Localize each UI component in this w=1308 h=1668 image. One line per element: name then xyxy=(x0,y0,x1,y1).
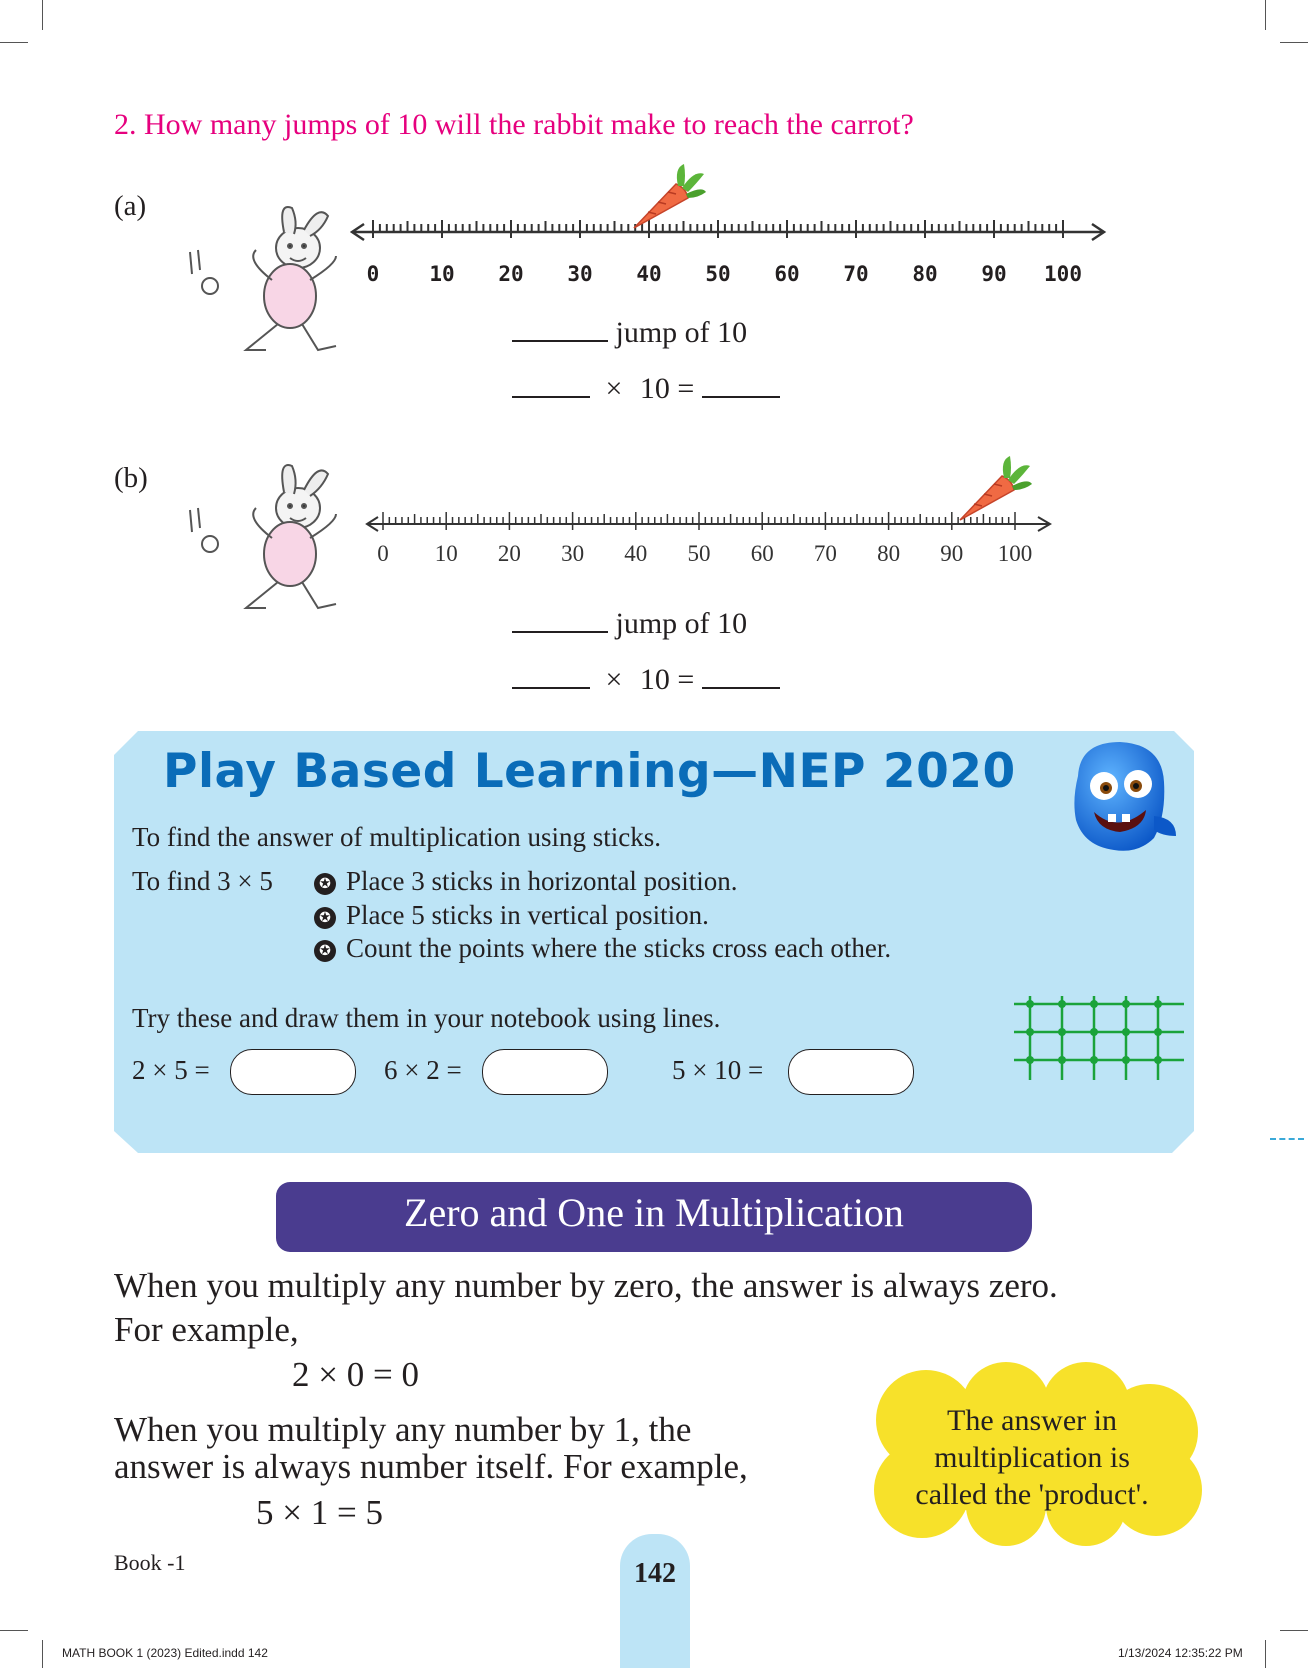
answer-box[interactable] xyxy=(788,1049,914,1095)
equation-line-b xyxy=(512,663,780,697)
jump-line-b xyxy=(512,607,747,641)
rabbit-illustration-a xyxy=(186,200,366,360)
blue-monster-mascot xyxy=(1058,736,1186,856)
tick-label: 30 xyxy=(561,541,585,566)
tick-label: 50 xyxy=(687,541,711,566)
pbl-find-label: To find 3 × 5 xyxy=(132,866,273,896)
answer-box[interactable] xyxy=(230,1049,356,1095)
crop-mark xyxy=(0,1630,28,1631)
sticks-grid-diagram xyxy=(1010,996,1186,1082)
tick-label: 100 xyxy=(1044,262,1082,286)
dashed-guide xyxy=(1270,1138,1304,1140)
crop-mark xyxy=(1265,0,1266,30)
crop-mark xyxy=(1280,1630,1308,1631)
tick-label: 90 xyxy=(981,262,1007,286)
cloud-line: called the 'product'. xyxy=(915,1478,1149,1511)
jump-text: jump of 10 xyxy=(615,316,748,349)
tick-label: 30 xyxy=(567,262,593,286)
tick-label: 100 xyxy=(997,541,1033,566)
tick-label: 90 xyxy=(940,541,964,566)
body-line: When you multiply any number by 1, the xyxy=(114,1410,692,1449)
tick-label: 10 xyxy=(434,541,458,566)
exercise-label: 6 × 2 = xyxy=(384,1055,462,1085)
tick-label: 40 xyxy=(636,262,662,286)
tick-label: 70 xyxy=(813,541,837,566)
pbl-try-text: Try these and draw them in your notebook using lines. xyxy=(132,1003,721,1033)
example-equation: 2 × 0 = 0 xyxy=(292,1355,419,1394)
pbl-title: Play Based Learning—NEP 2020 xyxy=(163,744,1016,799)
times-sign: × xyxy=(605,663,623,696)
question-title: 2. How many jumps of 10 will the rabbit make to reach the carrot? xyxy=(114,108,914,141)
carrot-a xyxy=(628,162,708,232)
tick-label: 50 xyxy=(705,262,731,286)
tick-label: 80 xyxy=(912,262,938,286)
cloud-line: The answer in xyxy=(947,1404,1117,1437)
times-sign: × xyxy=(605,372,623,405)
pbl-step: ✪ Place 5 sticks in vertical position. xyxy=(314,900,709,931)
example-equation: 5 × 1 = 5 xyxy=(256,1493,383,1532)
part-a-label: (a) xyxy=(114,190,147,222)
ten-equals: 10 = xyxy=(639,663,695,696)
jump-line-a xyxy=(512,316,747,350)
cloud-line: multiplication is xyxy=(934,1441,1130,1474)
ten-equals: 10 = xyxy=(639,372,695,405)
body-line: For example, xyxy=(114,1310,299,1349)
exercise-label: 5 × 10 = xyxy=(672,1055,764,1085)
tick-label: 70 xyxy=(843,262,869,286)
answer-blank[interactable] xyxy=(512,686,590,689)
tick-label: 10 xyxy=(429,262,455,286)
answer-blank[interactable] xyxy=(512,395,590,398)
crop-mark xyxy=(0,42,28,43)
body-line: answer is always number itself. For example, xyxy=(114,1447,748,1486)
star-bullet-icon: ✪ xyxy=(314,940,336,962)
star-bullet-icon: ✪ xyxy=(314,873,336,895)
file-slug: MATH BOOK 1 (2023) Edited.indd 142 xyxy=(62,1646,268,1660)
carrot-b xyxy=(954,454,1034,524)
pbl-intro: To find the answer of multiplication using sticks. xyxy=(132,822,662,852)
crop-mark xyxy=(1280,42,1308,43)
tick-label: 0 xyxy=(377,541,389,566)
exercise-label: 2 × 5 = xyxy=(132,1055,210,1085)
tick-label: 60 xyxy=(750,541,774,566)
tick-label: 40 xyxy=(624,541,648,566)
cloud-note xyxy=(862,1402,1202,1513)
section-title: Zero and One in Multiplication xyxy=(404,1190,904,1235)
answer-box[interactable] xyxy=(482,1049,608,1095)
tick-label: 20 xyxy=(498,262,524,286)
book-label: Book -1 xyxy=(114,1550,186,1575)
answer-blank[interactable] xyxy=(702,686,780,689)
tick-label: 80 xyxy=(877,541,901,566)
tick-label: 20 xyxy=(497,541,521,566)
crop-mark xyxy=(42,0,43,30)
part-b-label: (b) xyxy=(114,462,148,494)
jump-text: jump of 10 xyxy=(615,607,748,640)
number-line-b xyxy=(364,512,1054,542)
page-number: 142 xyxy=(634,1558,676,1589)
crop-mark xyxy=(1265,1640,1266,1668)
equation-line-a xyxy=(512,372,780,406)
pbl-step: ✪ Count the points where the sticks cross each other. xyxy=(314,933,891,964)
crop-mark xyxy=(42,1640,43,1668)
timestamp-slug: 1/13/2024 12:35:22 PM xyxy=(1118,1646,1243,1660)
number-line-a xyxy=(350,220,1110,250)
page-number-tab xyxy=(620,1534,690,1668)
body-line: When you multiply any number by zero, the answer is always zero. xyxy=(114,1266,1058,1305)
star-bullet-icon: ✪ xyxy=(314,907,336,929)
tick-label: 60 xyxy=(774,262,800,286)
tick-label: 0 xyxy=(366,262,380,286)
answer-blank[interactable] xyxy=(702,395,780,398)
pbl-step: ✪ Place 3 sticks in horizontal position. xyxy=(314,866,737,897)
rabbit-illustration-b xyxy=(186,454,366,614)
